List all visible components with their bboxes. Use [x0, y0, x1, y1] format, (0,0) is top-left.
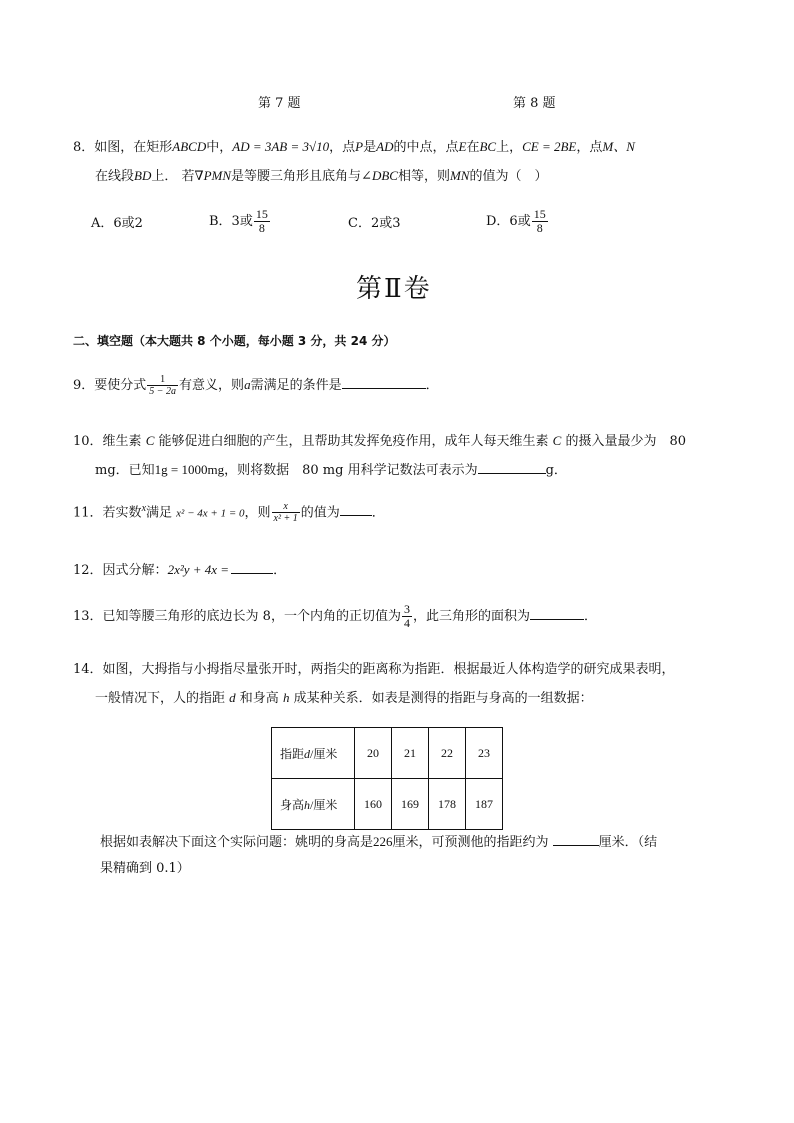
question-8-line2: 在线段BD上． 若∇PMN是等腰三角形且底角与∠DBC相等，则MN的值为（ ）: [95, 168, 548, 184]
option-d: D．6或 $\frac{15}{8}$: [486, 207, 546, 235]
option-b: B．3或 $\frac{15}{8}$: [209, 207, 268, 235]
question-number: 13．: [73, 609, 103, 624]
answer-blank: [340, 503, 372, 516]
section-title: 第Ⅱ卷: [356, 274, 432, 304]
question-number: 12．: [73, 563, 103, 578]
answer-blank: [342, 376, 426, 389]
answer-blank: [478, 461, 546, 474]
question-11: 11．若实数$^x$满足 x² − 4x + 1 = 0，则 $\frac{x}{\text{x² + 1}}$ 的值为 ．: [73, 501, 385, 525]
question-13: 13．已知等腰三角形的底边长为 8，一个内角的正切值为 $\frac{3}{4}$ ，此三角形的面积为 ．: [73, 602, 597, 630]
question-14-line3: 根据如表解决下面这个实际问题：姚明的身高是226厘米，可预测他的指距约为 厘米．（结: [100, 834, 658, 850]
question-number: 14．: [73, 662, 103, 677]
question-number: 8．: [73, 140, 95, 155]
table-cell: 22: [429, 728, 466, 779]
answer-blank: [530, 607, 584, 620]
math-expression: x² − 4x + 1 = 0: [176, 507, 245, 520]
table-cell: 23: [466, 728, 503, 779]
option-a: A．6或2: [91, 216, 143, 231]
table-cell: 160: [355, 779, 392, 830]
question-14-line2: 一般情况下，人的指距 d 和身高 h 成某种关系．如表是测得的指距与身高的一组数据：: [95, 690, 593, 706]
question-12: 12．因式分解：2x²y + 4x = ．: [73, 562, 287, 578]
question-9: 9．要使分式 $\frac{1}{5 - 2a}$ 有意义，则a需满足的条件是 ．: [73, 374, 439, 397]
math-expression: AD = 3AB = 3√10: [232, 139, 330, 154]
table-row: [272, 779, 503, 830]
part-heading: 二、填空题（本大题共 8 个小题，每小题 3 分，共 24 分）: [73, 334, 396, 348]
question-number: 9．: [73, 378, 95, 393]
table-cell: 187: [466, 779, 503, 830]
math-expression: 2x²y + 4x =: [167, 562, 230, 577]
question-14-line1: 14．如图，大拇指与小拇指尽量张开时，两指尖的距离称为指距．根据最近人体构造学的研究成果表明，: [73, 662, 675, 677]
row-header: 指距d/厘米: [272, 728, 355, 779]
question-8-line1: 8．如图，在矩形ABCD中，AD = 3AB = 3√10，点P是AD的中点，点E在BC上，CE = 2BE，点M、N: [73, 139, 635, 155]
table-cell: 169: [392, 779, 429, 830]
question-number: 10．: [73, 434, 103, 449]
question-10-line1: 10．维生素 C 能够促进白细胞的产生，且帮助其发挥免疫作用，成年人每天维生素 C 的摄入量最少为 80: [73, 433, 687, 449]
math-expression: CE = 2BE: [522, 139, 577, 154]
table-cell: 178: [429, 779, 466, 830]
option-c: C．2或3: [348, 216, 401, 231]
table-cell: 21: [392, 728, 429, 779]
table-row: [272, 728, 503, 779]
question-14-line4: 果精确到 0.1）: [100, 861, 190, 876]
question-10-line2: mg．已知1g = 1000mg，则将数据 80 mg 用科学记数法可表示为 g．: [95, 462, 567, 478]
answer-blank: [553, 833, 599, 846]
caption-fig7: 第 7 题: [258, 96, 301, 111]
question-number: 11．: [73, 505, 103, 521]
table-cell: 20: [355, 728, 392, 779]
caption-fig8: 第 8 题: [513, 96, 556, 111]
data-table: [271, 727, 503, 830]
answer-blank: [231, 561, 273, 574]
row-header: 身高h/厘米: [272, 779, 355, 830]
